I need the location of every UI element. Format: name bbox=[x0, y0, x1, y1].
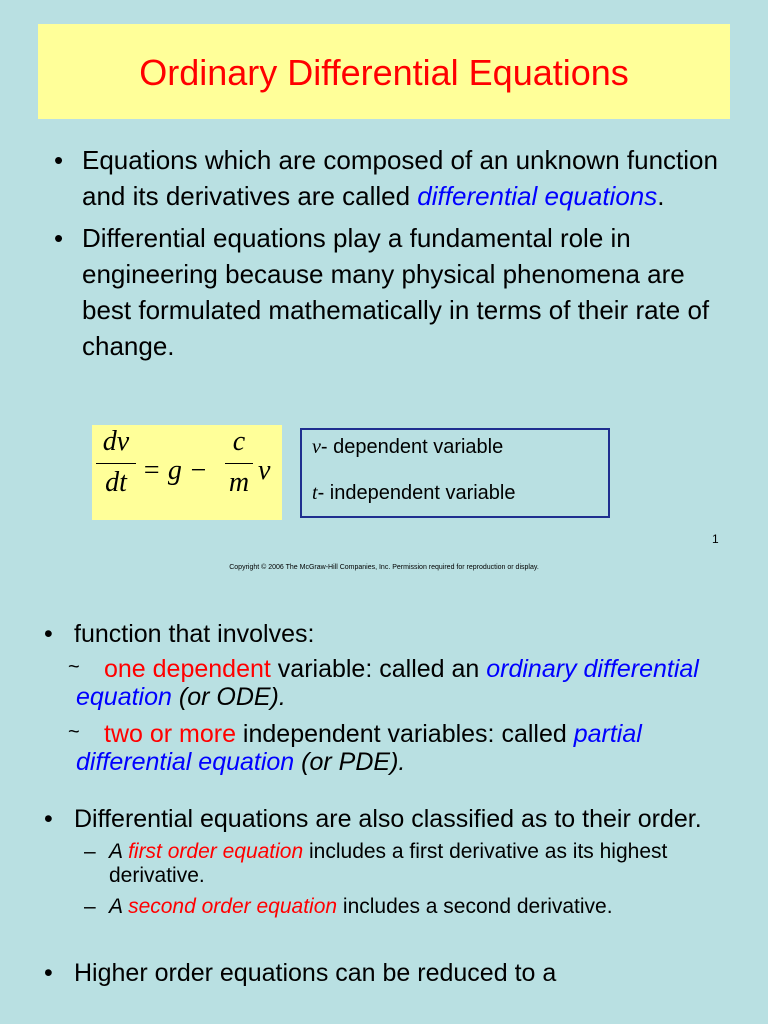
slide-title: Ordinary Differential Equations bbox=[139, 52, 629, 93]
first-order-article: A bbox=[109, 840, 129, 863]
bullet-marker: • bbox=[44, 805, 53, 833]
fraction-bar bbox=[96, 463, 136, 464]
second-order-item bbox=[44, 895, 754, 919]
pde-item bbox=[44, 720, 754, 776]
definition-term: differential equations bbox=[417, 181, 658, 211]
function-involves-text: function that involves: bbox=[74, 620, 315, 648]
variable-label: - independent variable bbox=[317, 482, 516, 504]
rhs-denominator: m bbox=[228, 467, 250, 498]
higher-order-text: Higher order equations can be reduced to a bbox=[74, 959, 557, 987]
lhs-numerator: dv bbox=[102, 426, 130, 457]
second-order-term: second order equation bbox=[128, 895, 338, 918]
title-banner bbox=[38, 24, 730, 119]
ode-middle: variable: called an bbox=[270, 655, 487, 683]
definition-period: . bbox=[657, 181, 665, 211]
first-order-rest: includes a first derivative as its highest derivative. bbox=[109, 840, 668, 887]
variable-symbol: t bbox=[312, 482, 318, 504]
bullet-marker: • bbox=[44, 620, 53, 648]
variable-label: - dependent variable bbox=[320, 436, 504, 458]
variables-legend bbox=[300, 428, 610, 518]
ode-tail: (or ODE). bbox=[171, 683, 286, 711]
dependent-variable-line bbox=[312, 436, 503, 459]
tilde-marker: ~ bbox=[68, 656, 80, 678]
role-text: Differential equations play a fundamental role in engineering because many physical phenomena are best formulated mathematically in terms of their rate of change. bbox=[82, 223, 710, 361]
pde-term: partial differential equation bbox=[76, 720, 642, 776]
bullet-definition bbox=[54, 142, 734, 214]
first-order-term: first order equation bbox=[128, 840, 304, 863]
classification-bullets bbox=[44, 620, 754, 988]
independent-variable-line bbox=[312, 482, 515, 505]
pde-highlight: two or more bbox=[104, 720, 236, 748]
rhs-numerator: c bbox=[232, 426, 246, 457]
page-number: 1 bbox=[712, 532, 719, 546]
bullet-marker: • bbox=[54, 223, 64, 253]
fraction-bar bbox=[225, 463, 253, 464]
ode-item bbox=[44, 655, 754, 711]
second-order-rest: includes a second derivative. bbox=[337, 895, 613, 918]
dash-marker: – bbox=[84, 840, 96, 863]
bullet-marker: • bbox=[54, 145, 64, 175]
definition-text: Equations which are composed of an unknown function and its derivatives are called bbox=[82, 145, 718, 211]
equation-box bbox=[92, 425, 282, 520]
intro-bullets bbox=[54, 142, 734, 370]
rhs-fraction bbox=[225, 427, 253, 498]
bullet-function-involves bbox=[44, 620, 754, 649]
pde-tail: (or PDE). bbox=[294, 748, 406, 776]
ode-highlight: one dependent bbox=[104, 655, 271, 683]
ode-term: ordinary differential equation bbox=[76, 655, 699, 711]
bullet-role bbox=[54, 220, 734, 364]
lhs-fraction bbox=[96, 427, 136, 498]
dash-marker: – bbox=[84, 895, 96, 918]
copyright-notice: Copyright © 2006 The McGraw-Hill Companies, Inc. Permission required for reproduction or display. bbox=[229, 564, 539, 571]
tilde-marker: ~ bbox=[68, 721, 80, 743]
lhs-denominator: dt bbox=[105, 467, 127, 498]
order-text: Differential equations are also classified as to their order. bbox=[74, 805, 702, 833]
second-order-article: A bbox=[109, 895, 129, 918]
equation-middle: = g − bbox=[142, 455, 208, 486]
pde-middle: independent variables: called bbox=[235, 720, 574, 748]
variable-symbol: v bbox=[312, 436, 321, 458]
bullet-order bbox=[44, 805, 754, 834]
first-order-item bbox=[44, 840, 754, 888]
bullet-marker: • bbox=[44, 959, 53, 987]
bullet-higher-order bbox=[44, 959, 754, 988]
rhs-variable: v bbox=[258, 455, 271, 486]
